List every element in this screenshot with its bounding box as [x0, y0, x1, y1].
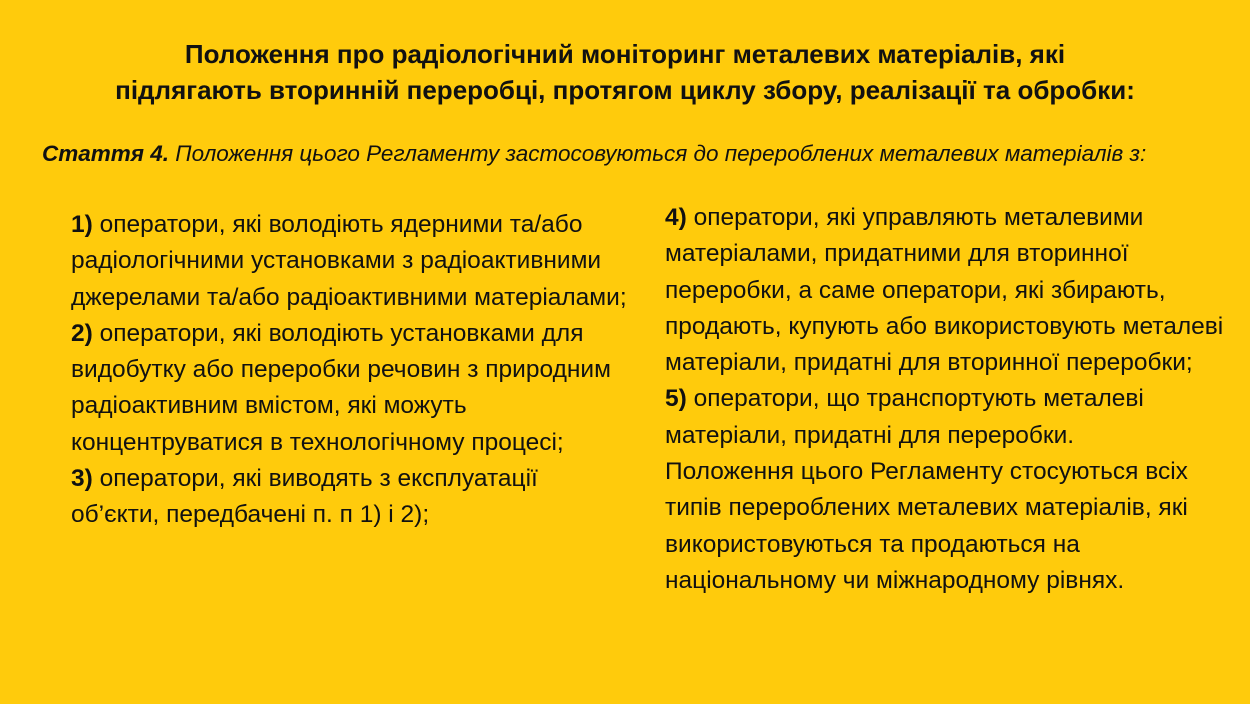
item-text: оператори, які управляють металевими матеріалами, придатними для вторинної переробки, а саме оператори, які збирають, продають, купують або використовують металеві матеріали, придатні для вторинної переробки; [665, 204, 1224, 377]
article-number: Стаття 4. [42, 141, 170, 166]
closing-paragraph: Положення цього Регламенту стосуються всіх типів перероблених металевих матеріалів, які використовуються та продаються на національному чи міжнародному рівнях. [665, 458, 1188, 594]
item-text: оператори, які володіють установками для видобутку або переробки речовин з природним радіоактивним вмістом, які можуть концентруватися в технологічному процесі; [71, 319, 611, 456]
item-number: 1) [71, 211, 93, 238]
list-item [665, 200, 1225, 381]
item-number: 5) [665, 385, 687, 413]
item-text: оператори, які володіють ядерними та/або радіологічними установками з радіоактивними джерелами та/або радіоактивними матеріалами; [71, 211, 627, 311]
list-item [665, 381, 1225, 454]
page-title [40, 36, 1210, 108]
right-column [665, 200, 1225, 599]
item-number: 4) [665, 204, 687, 231]
title-line-2: підлягають вторинній переробці, протягом циклу збору, реалізації та обробки: [115, 75, 1135, 105]
list-item [71, 316, 631, 461]
list-item [71, 461, 631, 534]
item-text: оператори, що транспортують металеві матеріали, придатні для переробки. [665, 385, 1144, 449]
title-line-1: Положення про радіологічний моніторинг металевих матеріалів, які [184, 39, 1066, 69]
article-intro [42, 139, 1232, 169]
item-text: оператори, які виводять з експлуатації об’єкти, передбачені п. п 1) і 2); [71, 465, 538, 529]
item-number: 2) [71, 319, 93, 347]
article-text: Положення цього Регламенту застосовуються до перероблених металевих матеріалів з: [169, 141, 1147, 166]
left-column [71, 207, 631, 534]
item-number: 3) [71, 465, 93, 493]
list-item [71, 207, 631, 316]
